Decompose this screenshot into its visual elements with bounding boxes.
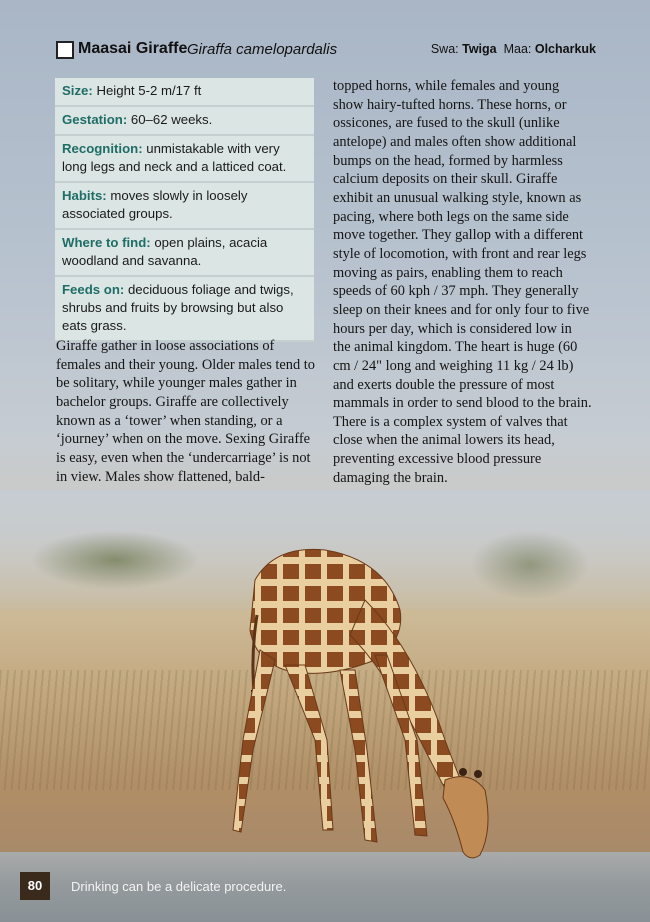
photo-caption: Drinking can be a delicate procedure. — [71, 879, 287, 894]
fact-gestation — [55, 107, 314, 136]
fact-text: moves slowly in loosely associated groups. — [62, 188, 248, 221]
body-text-left: Giraffe gather in loose associations of females and their young. Older males tend to be solitary, while younger males gather in bachelor groups. Giraffe are collectively known as a ‘tower’ when standing, or a ‘journey’ when on the move. Sexing Giraffe is easy, even when the ‘undercarriage’ is not in view. Males show flattened, bald- — [56, 338, 315, 485]
local-names — [431, 42, 596, 56]
fact-text: Height 5-2 m/17 ft — [96, 83, 202, 98]
fact-box — [55, 78, 314, 342]
shrub-left — [30, 530, 200, 590]
fact-text: deciduous foliage and twigs, shrubs and fruits by browsing but also eats grass. — [62, 282, 294, 333]
maa-label: Maa: — [503, 42, 532, 56]
fact-label: Recognition: — [62, 141, 143, 156]
fact-label: Gestation: — [62, 112, 128, 127]
fact-text: open plains, acacia woodland and savanna. — [62, 235, 268, 268]
fact-label: Where to find: — [62, 235, 151, 250]
maa-name: Olcharkuk — [534, 42, 596, 56]
common-name: Maasai Giraffe — [78, 40, 188, 57]
tick-box[interactable] — [56, 41, 74, 59]
fact-where-to-find — [55, 230, 314, 277]
body-text-right: topped horns, while females and young show hairy-tufted horns. These horns, or ossicones, are fused to the skull (unlike antelope) and males often show additional bumps on the head, formed by harmless calcium deposits on their skull. Giraffe exhibit an unusual walking style, known as pacing, where both legs on the same side move together. They gallop with a different style of locomotion, with front and rear legs moving as pairs, enabling them to reach speeds of 60 kph / 37 mph. They generally sleep on their knees and for only four to five hours per day, which is considered low in the animal kingdom. The heart is huge (60 cm / 24" long and weighing 11 kg / 24 lb) and exerts double the pressure of most mammals in order to send blood to the brain. There is a complex system of valves that close when the animal lowers its head, preventing excessive blood pressure damaging the brain. — [333, 78, 592, 486]
fact-habits — [55, 183, 314, 230]
swa-label: Swa: — [430, 42, 459, 56]
page-number: 80 — [20, 872, 50, 900]
fact-label: Feeds on: — [62, 282, 125, 297]
fact-label: Size: — [62, 83, 93, 98]
scientific-name: Giraffa camelopardalis — [187, 41, 338, 58]
swa-name: Twiga — [462, 42, 497, 56]
species-header — [56, 40, 596, 62]
fact-feeds-on — [55, 277, 314, 342]
fact-recognition — [55, 136, 314, 183]
fact-label: Habits: — [62, 188, 107, 203]
giraffe-illustration — [215, 540, 515, 870]
fact-text: 60–62 weeks. — [130, 112, 213, 127]
fact-text: unmistakable with very long legs and neck and a latticed coat. — [62, 141, 287, 174]
fact-size — [55, 78, 314, 107]
